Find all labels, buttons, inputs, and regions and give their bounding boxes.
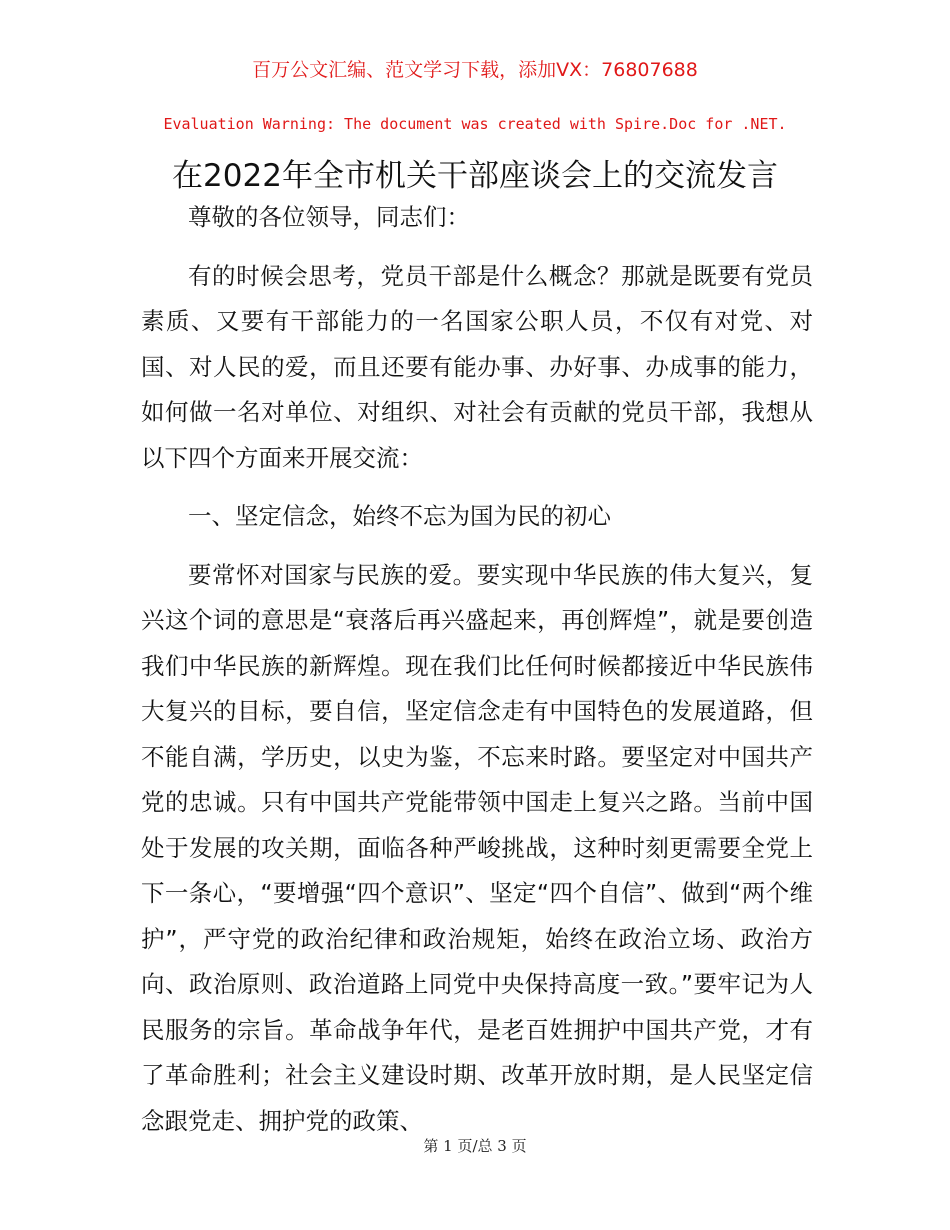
intro-paragraph: 有的时候会思考，党员干部是什么概念？那就是既要有党员素质、又要有干部能力的一名国家公职人员，不仅有对党、对国、对人民的爱，而且还要有能办事、办好事、办成事的能力，如何做一名对单位、对组织、对社会有贡献的党员干部，我想从以下四个方面来开展交流： bbox=[141, 261, 813, 472]
document-body bbox=[141, 195, 813, 1144]
body-paragraph: 要常怀对国家与民族的爱。要实现中华民族的伟大复兴，复兴这个词的意思是“衰落后再兴盛起来，再创辉煌”，就是要创造我们中华民族的新辉煌。现在我们比任何时候都接近中华民族伟大复兴的目标，要自信，坚定信念走有中国特色的发展道路，但不能自满，学历史，以史为鉴，不忘来时路。要坚定对中国共产党的忠诚。只有中国共产党能带领中国走上复兴之路。当前中国处于发展的攻关期，面临各种严峻挑战，这种时刻更需要全党上下一条心，“要增强“四个意识”、坚定“四个自信”、做到“两个维护”，严守党的政治纪律和政治规矩，始终在政治立场、政治方向、政治原则、政治道路上同党中央保持高度一致。”要牢记为人民服务的宗旨。革命战争年代，是老百姓拥护中国共产党，才有了革命胜利；社会主义建设时期、改革开放时期，是人民坚定信念跟党走、拥护党的政策、 bbox=[141, 560, 813, 1135]
section-heading: 一、坚定信念，始终不忘为国为民的初心 bbox=[188, 502, 611, 530]
evaluation-warning: Evaluation Warning: The document was created with Spire.Doc for .NET. bbox=[163, 115, 787, 133]
header-note: 百万公文汇编、范文学习下载，添加VX：76807688 bbox=[252, 59, 698, 81]
document-title: 在2022年全市机关干部座谈会上的交流发言 bbox=[172, 158, 778, 194]
salutation-paragraph: 尊敬的各位领导，同志们： bbox=[188, 203, 470, 231]
page-number-footer: 第 1 页/总 3 页 bbox=[423, 1137, 527, 1155]
